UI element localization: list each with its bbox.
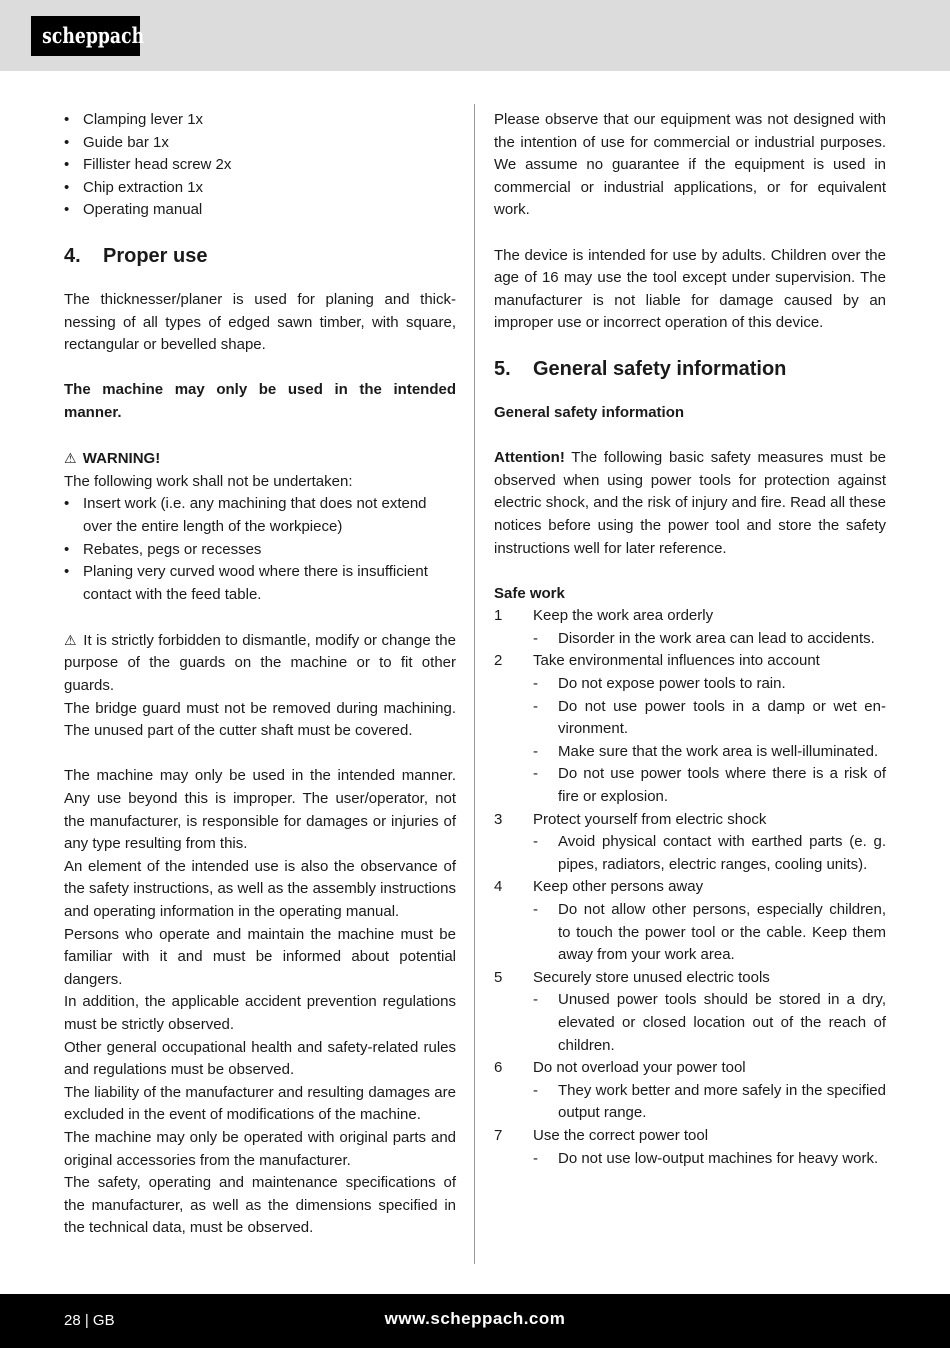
section-title: Proper use	[103, 244, 208, 267]
safe-work-subitem	[494, 673, 886, 696]
dash-marker: -	[533, 697, 538, 715]
safe-work-subitem	[494, 763, 886, 808]
body-paragraph: The safety, operating and maintenance specifications of the manufacturer, as well as the dimensions specified in the technical data, must be observed.	[64, 1174, 456, 1237]
safe-work-subitem	[494, 899, 886, 967]
column-divider	[474, 104, 475, 1264]
attention-paragraph: Attention! The following basic safety measures must be observed when using power tools for protection against electric shock, and the risk of injury and fire. Read all these notices before using the power tool and store the safety instructions well for later reference.	[494, 449, 886, 557]
body-paragraph: The liability of the manufacturer and resulting damages are excluded in the event of modifications of the machine.	[64, 1083, 456, 1124]
item-number: 2	[494, 652, 503, 670]
bridge-guard-paragraph: The bridge guard must not be removed during machining. The unused part of the cutter shaft must be covered.	[64, 699, 456, 740]
item-title: Do not overload your power tool	[533, 1059, 746, 1077]
item-number: 6	[494, 1059, 503, 1077]
safe-work-subitem	[494, 831, 886, 876]
section-5-heading	[494, 356, 886, 382]
list-item: • Clamping lever 1x	[64, 109, 456, 132]
safe-work-item	[494, 967, 886, 990]
dash-marker: -	[533, 1149, 538, 1167]
item-number: 7	[494, 1126, 503, 1144]
delivery-items-list	[64, 109, 456, 222]
adults-paragraph: The device is intended for use by adults. Children over the age of 16 may use the tool except under supervision. The manufacturer is not liable for damage caused by an improper use or incorrect operation of this device.	[494, 246, 886, 332]
item-title: Protect yourself from electric shock	[533, 810, 767, 828]
item-number: 3	[494, 810, 503, 828]
subitem-text: Do not expose power tools to rain.	[558, 675, 786, 693]
safe-work-list	[494, 605, 886, 1170]
safe-work-subitem	[494, 989, 886, 1057]
warning-icon: ⚠	[64, 631, 77, 648]
section-number: 4.	[64, 244, 81, 267]
body-paragraph: An element of the intended use is also the observance of the safety instructions, as well as the assembly instructions and operating information in the operating manual.	[64, 857, 456, 920]
list-item: • Operating manual	[64, 199, 456, 222]
dash-marker: -	[533, 833, 538, 851]
list-item: • Chip extraction 1x	[64, 177, 456, 200]
page-header	[0, 0, 950, 71]
safe-work-subitem	[494, 696, 886, 741]
proper-use-intro: The thicknesser/planer is used for planing and thicknessing of all types of edged sawn timber, with square, rectangular or bevelled shape.	[64, 290, 456, 354]
section-title: General safety information	[533, 357, 787, 380]
section-number: 5.	[494, 357, 511, 380]
warning-label: ⚠ WARNING!	[64, 450, 161, 468]
item-number: 1	[494, 607, 503, 625]
page-footer	[0, 1294, 950, 1348]
item-title: Take environmental influences into account	[533, 652, 820, 670]
dash-marker: -	[533, 629, 538, 647]
item-number: 5	[494, 968, 503, 986]
item-number: 4	[494, 878, 503, 896]
body-paragraph: Persons who operate and maintain the machine must be familiar with it and must be informed about potential dangers.	[64, 925, 456, 988]
right-column	[494, 109, 886, 1170]
item-title: Use the correct power tool	[533, 1126, 709, 1144]
subitem-text: Do not use low-output machines for heavy work.	[558, 1149, 879, 1167]
safe-work-item	[494, 605, 886, 628]
dash-marker: -	[533, 765, 538, 783]
safe-work-heading: Safe work	[494, 584, 565, 602]
safe-work-subitem	[494, 628, 886, 651]
subitem-text: Do not allow other persons, especially children, to touch the power tool or the cable. Keep them away from your work area.	[558, 901, 886, 964]
list-item: • Insert work (i.e. any machining that does not extend over the entire length of the workpiece)	[64, 493, 456, 538]
website-url: www.scheppach.com	[384, 1309, 566, 1328]
page-number: 28 | GB	[64, 1312, 115, 1329]
commercial-use-paragraph: Please observe that our equipment was not designed with the intention of use for commercial or industrial purposes. We assume no guarantee if the equipment is used in commercial or industrial applications, or for equivalent work.	[494, 111, 886, 219]
subheading: General safety information	[494, 403, 685, 421]
dash-marker: -	[533, 991, 538, 1009]
body-paragraph: Other general occupational health and safety-related rules and regulations must be observed.	[64, 1038, 456, 1079]
left-column	[64, 109, 456, 1240]
safe-work-item	[494, 876, 886, 899]
safe-work-item	[494, 809, 886, 832]
dash-marker: -	[533, 675, 538, 693]
section-4-heading	[64, 243, 456, 269]
body-paragraph: The machine may only be used in the intended manner. Any use beyond this is improper. The user/operator, not the manufacturer, is responsible for damages or injuries of any type resulting from this.	[64, 767, 456, 853]
subitem-text: Do not use power tools where there is a risk of fire or explosion.	[558, 765, 886, 806]
list-item: • Rebates, pegs or recesses	[64, 539, 456, 562]
list-item: • Guide bar 1x	[64, 132, 456, 155]
attention-label: Attention!	[494, 449, 565, 467]
safe-work-subitem	[494, 1080, 886, 1125]
subitem-text: Unused power tools should be stored in a dry, elevated or closed location out of the reach of children.	[558, 991, 886, 1054]
forbidden-paragraph: ⚠ It is strictly forbidden to dismantle, modify or change the purpose of the guards on the machine or to fit other guards.	[64, 631, 456, 695]
intended-manner-note: The machine may only be used in the intended manner.	[64, 381, 456, 421]
list-item: • Fillister head screw 2x	[64, 154, 456, 177]
safe-work-subitem	[494, 1148, 886, 1171]
subitem-text: They work better and more safely in the specified output range.	[558, 1081, 886, 1122]
dash-marker: -	[533, 742, 538, 760]
safe-work-subitem	[494, 741, 886, 764]
body-paragraph: The machine may only be operated with original parts and original accessories from the manufacturer.	[64, 1128, 456, 1169]
subitem-text: Do not use power tools in a damp or wet environment.	[558, 697, 886, 738]
list-item: • Planing very curved wood where there is insufficient contact with the feed table.	[64, 561, 456, 606]
warning-text: The following work shall not be undertaken:	[64, 472, 353, 490]
safe-work-item	[494, 650, 886, 673]
dash-marker: -	[533, 901, 538, 918]
subitem-text: Avoid physical contact with earthed parts (e. g. pipes, radiators, electric ranges, cooling units).	[558, 833, 886, 873]
prohibited-work-list	[64, 493, 456, 606]
warning-icon: ⚠	[64, 450, 77, 467]
safe-work-item	[494, 1125, 886, 1148]
subitem-text: Disorder in the work area can lead to accidents.	[558, 629, 875, 647]
item-title: Keep the work area orderly	[533, 607, 714, 625]
safe-work-item	[494, 1057, 886, 1080]
item-title: Securely store unused electric tools	[533, 968, 770, 986]
body-paragraph: In addition, the applicable accident prevention regulations must be strictly observed.	[64, 993, 456, 1033]
subitem-text: Make sure that the work area is well-illuminated.	[558, 742, 879, 760]
scheppach-logo: scheppach	[31, 16, 140, 56]
dash-marker: -	[533, 1081, 538, 1099]
item-title: Keep other persons away	[533, 878, 704, 896]
